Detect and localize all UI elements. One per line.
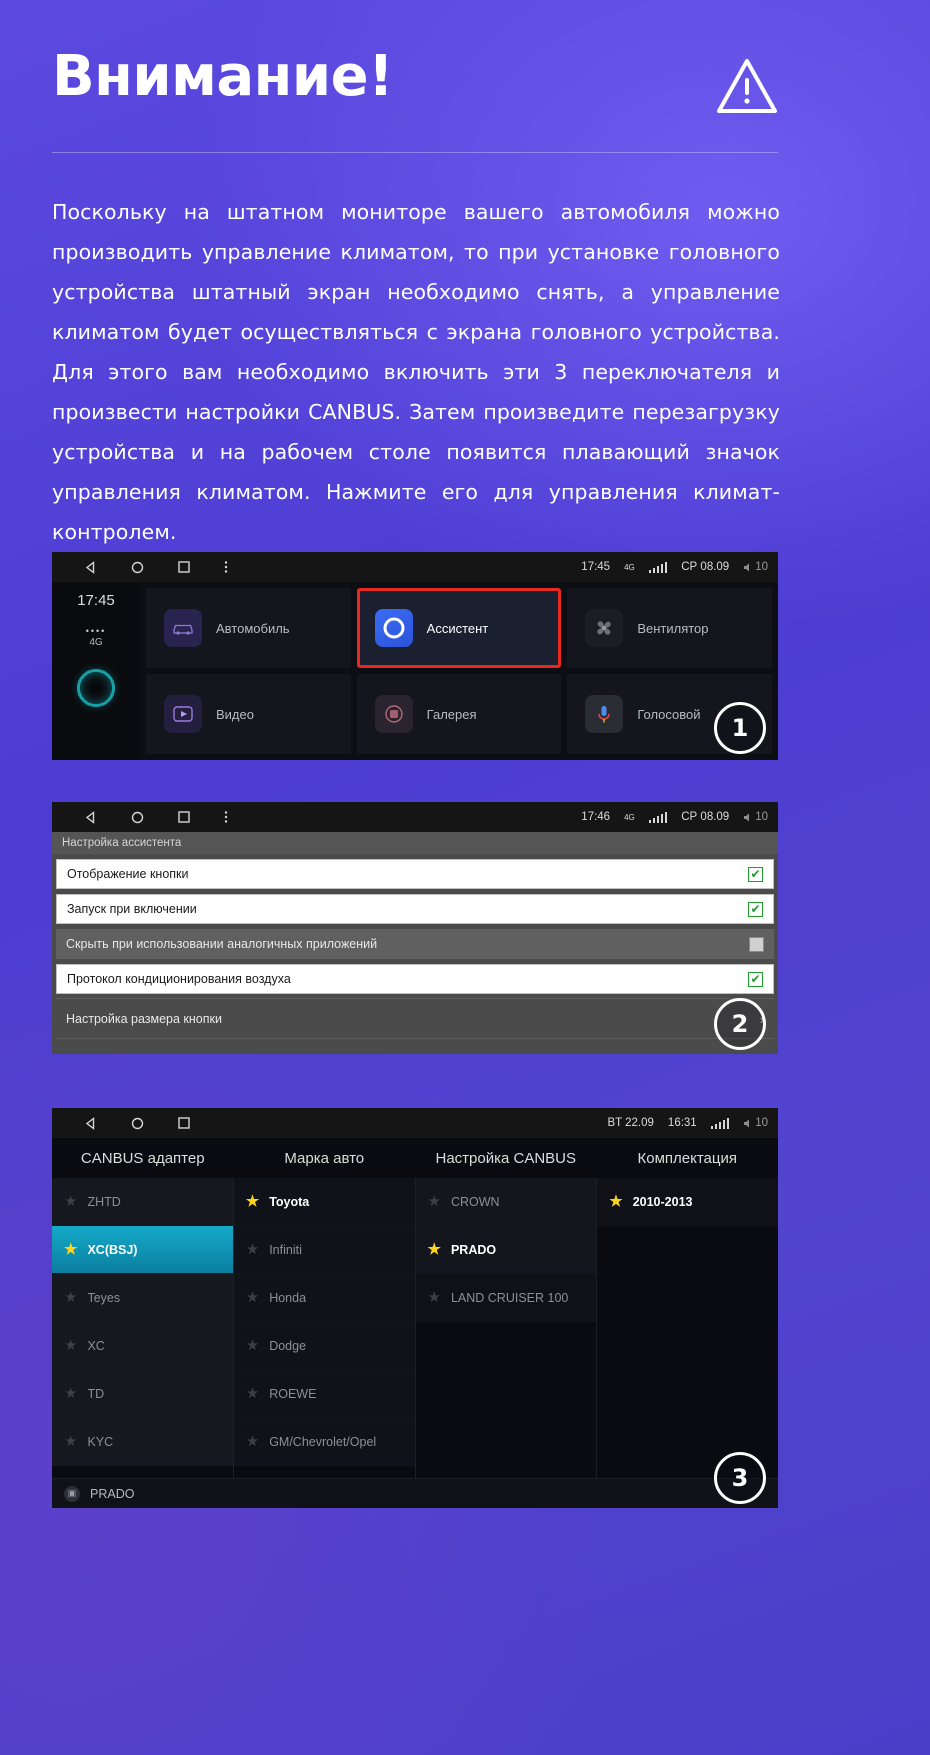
- list-divider: [56, 998, 774, 999]
- sidebar-clock: 17:45: [77, 592, 115, 609]
- column-brand: [234, 1178, 416, 1478]
- list-item[interactable]: [416, 1226, 597, 1274]
- more-menu-icon[interactable]: [224, 810, 228, 824]
- status-bar-2: [52, 802, 778, 832]
- list-item[interactable]: [234, 1178, 415, 1226]
- warning-triangle-icon: [716, 56, 778, 118]
- list-item[interactable]: [52, 1226, 233, 1274]
- status-network: 4G: [624, 562, 635, 572]
- item-label: 2010-2013: [632, 1194, 693, 1209]
- star-icon[interactable]: ★: [427, 1193, 441, 1210]
- star-icon[interactable]: ★: [64, 1433, 78, 1450]
- canbus-column-headers: [52, 1138, 778, 1178]
- status-right-2: [581, 811, 768, 823]
- column-header-trim: Комплектация: [637, 1149, 737, 1167]
- signal-icon: [711, 1118, 730, 1129]
- battery-indicator: 10: [743, 1117, 768, 1129]
- column-header-adapter: CANBUS адаптер: [80, 1149, 205, 1167]
- tile-fan[interactable]: [567, 588, 772, 668]
- tile-gallery[interactable]: [357, 674, 562, 754]
- home-icon[interactable]: [131, 561, 144, 574]
- canbus-footer: [52, 1478, 778, 1508]
- item-label: PRADO: [450, 1242, 497, 1257]
- gallery-icon: [375, 695, 413, 733]
- tile-label: Голосовой: [637, 706, 701, 722]
- microphone-icon: [585, 695, 623, 733]
- screenshot-canbus-settings: [52, 1108, 778, 1508]
- checkbox-autostart[interactable]: [748, 902, 763, 917]
- item-label: LAND CRUISER 100: [450, 1290, 569, 1305]
- step-badge-1: 1: [714, 702, 766, 754]
- canbus-body: [52, 1138, 778, 1508]
- star-icon[interactable]: ★: [64, 1193, 78, 1210]
- list-item[interactable]: [52, 1274, 233, 1322]
- item-label: GM/Chevrolet/Opel: [269, 1434, 377, 1449]
- item-label: TD: [87, 1386, 105, 1401]
- tile-label: Вентилятор: [637, 620, 709, 636]
- status-date: СР 08.09: [681, 561, 730, 573]
- star-icon[interactable]: ★: [245, 1241, 260, 1258]
- list-item[interactable]: [234, 1322, 415, 1370]
- signal-icon: [649, 812, 668, 823]
- star-icon[interactable]: ★: [245, 1193, 260, 1210]
- volume-mute-icon: [743, 1118, 752, 1129]
- list-item[interactable]: [234, 1226, 415, 1274]
- header-divider: [52, 152, 778, 153]
- item-label: CROWN: [450, 1194, 500, 1209]
- signal-dots: ••••: [85, 626, 107, 636]
- tile-assistant[interactable]: [357, 588, 562, 668]
- column-header-brand: Марка авто: [284, 1149, 365, 1167]
- setting-row-show-button[interactable]: [56, 859, 774, 889]
- tile-label: Автомобиль: [216, 620, 290, 636]
- launcher-grid: [140, 582, 778, 760]
- setting-row-button-size[interactable]: [56, 1004, 774, 1034]
- checkbox-show-button[interactable]: [748, 867, 763, 882]
- canbus-columns: [52, 1178, 778, 1478]
- status-right-1: [581, 561, 768, 573]
- sidebar-network-label: 4G: [89, 637, 103, 648]
- item-label: Toyota: [269, 1194, 310, 1209]
- setting-label: Запуск при включении: [67, 902, 197, 916]
- star-icon[interactable]: ★: [64, 1337, 78, 1354]
- checkbox-hide-similar[interactable]: [749, 937, 764, 952]
- column-header-canbus: Настройка CANBUS: [435, 1149, 577, 1167]
- android-nav-bar[interactable]: [62, 810, 228, 824]
- car-badge-icon: ▣: [64, 1486, 80, 1502]
- item-label: XC(BSJ): [87, 1242, 138, 1257]
- android-nav-bar[interactable]: [62, 560, 228, 574]
- tile-video[interactable]: [146, 674, 351, 754]
- tile-car[interactable]: [146, 588, 351, 668]
- star-icon[interactable]: ★: [427, 1241, 441, 1258]
- list-item[interactable]: [52, 1370, 233, 1418]
- list-item[interactable]: [52, 1322, 233, 1370]
- star-icon[interactable]: ★: [609, 1193, 623, 1210]
- step-badge-3: 3: [714, 1452, 766, 1504]
- assistant-ring-icon[interactable]: [77, 669, 115, 707]
- setting-label: Протокол кондиционирования воздуха: [67, 972, 291, 986]
- recents-icon[interactable]: [178, 561, 190, 573]
- recents-icon[interactable]: [178, 811, 190, 823]
- home-icon[interactable]: [131, 1117, 144, 1130]
- header: [52, 44, 778, 109]
- setting-row-hide-similar[interactable]: [56, 929, 774, 959]
- assistant-icon: [375, 609, 413, 647]
- home-icon[interactable]: [131, 811, 144, 824]
- list-item[interactable]: [234, 1418, 415, 1466]
- tile-label: Ассистент: [426, 620, 489, 636]
- screenshot-launcher: [52, 552, 778, 760]
- step-badge-2: 2: [714, 998, 766, 1050]
- status-bt-date: BT 22.09: [607, 1117, 654, 1129]
- item-label: KYC: [87, 1434, 114, 1449]
- status-time: 16:31: [667, 1117, 697, 1129]
- status-time: 17:45: [581, 561, 611, 573]
- screenshot-assistant-settings: [52, 802, 778, 1054]
- star-icon[interactable]: ★: [64, 1289, 78, 1306]
- volume-mute-icon: [743, 562, 752, 573]
- column-canbus: [416, 1178, 598, 1478]
- tile-label: Галерея: [426, 706, 477, 722]
- recents-icon[interactable]: [178, 1117, 190, 1129]
- car-icon: [164, 609, 202, 647]
- back-icon[interactable]: [84, 561, 97, 574]
- launcher-body: [52, 582, 778, 760]
- star-icon[interactable]: ★: [64, 1385, 78, 1402]
- back-icon[interactable]: [84, 1117, 97, 1130]
- setting-label: Настройка размера кнопки: [66, 1012, 222, 1026]
- star-icon[interactable]: ★: [64, 1241, 78, 1258]
- setting-label: Отображение кнопки: [67, 867, 189, 881]
- column-adapter: [52, 1178, 234, 1478]
- status-right-3: [607, 1117, 768, 1129]
- item-label: ZHTD: [87, 1194, 121, 1209]
- list-item[interactable]: [52, 1178, 233, 1226]
- sidebar-network: [86, 625, 107, 649]
- item-label: Dodge: [269, 1338, 307, 1353]
- list-item[interactable]: [416, 1178, 597, 1226]
- launcher-sidebar: [52, 582, 140, 760]
- volume-mute-icon: [743, 812, 752, 823]
- column-trim: [597, 1178, 778, 1478]
- item-label: XC: [87, 1338, 105, 1353]
- list-item[interactable]: [234, 1274, 415, 1322]
- android-nav-bar[interactable]: [62, 1117, 190, 1130]
- chevron-right-icon: ›: [759, 1011, 764, 1027]
- settings-section-title: Настройка ассистента: [52, 832, 778, 854]
- fan-icon: [585, 609, 623, 647]
- footer-label: PRADO: [90, 1486, 135, 1501]
- list-divider: [56, 1038, 774, 1039]
- video-play-icon: [164, 695, 202, 733]
- status-date: СР 08.09: [681, 811, 730, 823]
- star-icon[interactable]: ★: [427, 1289, 441, 1306]
- status-bar-1: [52, 552, 778, 582]
- settings-list: [52, 832, 778, 1054]
- page-title: Внимание!: [52, 44, 394, 109]
- checkbox-ac-protocol[interactable]: [748, 972, 763, 987]
- list-item[interactable]: [597, 1178, 778, 1226]
- status-network: 4G: [624, 812, 635, 822]
- list-item[interactable]: [234, 1370, 415, 1418]
- star-icon[interactable]: ★: [245, 1289, 260, 1306]
- more-menu-icon[interactable]: [224, 560, 228, 574]
- setting-row-autostart[interactable]: [56, 894, 774, 924]
- back-icon[interactable]: [84, 811, 97, 824]
- signal-icon: [649, 562, 668, 573]
- tile-label: Видео: [216, 706, 254, 722]
- star-icon[interactable]: ★: [245, 1433, 260, 1450]
- setting-row-ac-protocol[interactable]: [56, 964, 774, 994]
- battery-indicator: 10: [743, 561, 768, 573]
- item-label: Honda: [269, 1290, 307, 1305]
- status-bar-3: [52, 1108, 778, 1138]
- setting-label: Скрыть при использовании аналогичных приложений: [66, 937, 378, 951]
- body-paragraph: Поскольку на штатном мониторе вашего автомобиля можно производить управление климатом, то при установке головного устройства штатный экран необходимо снять, а управление климатом будет осуществляться с экрана головного устройства. Для этого вам необходимо включить эти 3 переключателя и произвести настройки CANBUS. Затем произведите перезагрузку устройства и на рабочем столе появится плавающий значок управления климатом. Нажмите его для управления климат-контролем.: [52, 200, 780, 544]
- list-item[interactable]: [416, 1274, 597, 1322]
- star-icon[interactable]: ★: [245, 1337, 260, 1354]
- item-label: Infiniti: [269, 1242, 302, 1257]
- list-item[interactable]: [52, 1418, 233, 1466]
- battery-indicator: 10: [743, 811, 768, 823]
- item-label: Teyes: [87, 1290, 121, 1305]
- item-label: ROEWE: [269, 1386, 317, 1401]
- status-time: 17:46: [581, 811, 611, 823]
- star-icon[interactable]: ★: [245, 1385, 260, 1402]
